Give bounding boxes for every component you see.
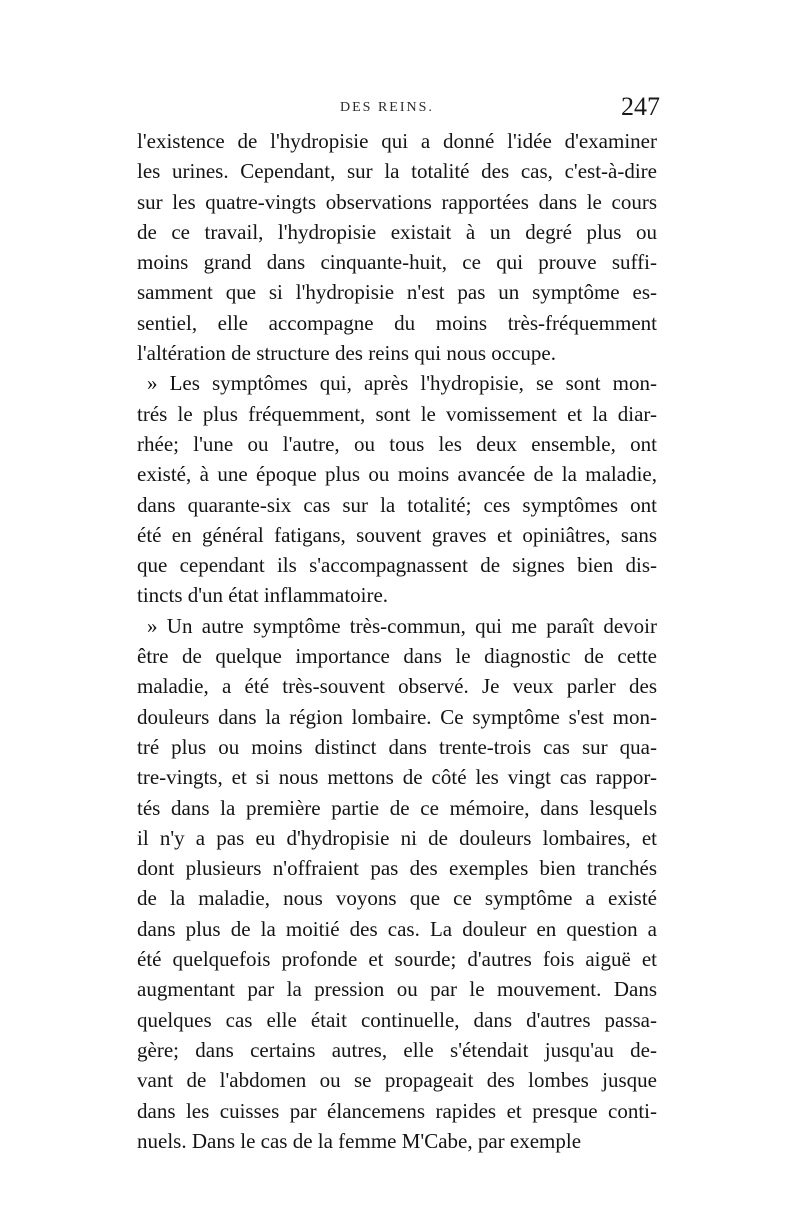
- text-line: sentiel, elle accompagne du moins très-fréquemment: [137, 310, 657, 335]
- text-line: » Un autre symptôme très-commun, qui me paraît devoir: [147, 613, 657, 638]
- text-line: dans plus de la moitié des cas. La douleur en question a: [137, 916, 657, 941]
- running-title: DES REINS.: [340, 100, 434, 115]
- running-head: [0, 92, 800, 126]
- text-line: rhée; l'une ou l'autre, ou tous les deux ensemble, ont: [137, 431, 657, 456]
- text-line: trés le plus fréquemment, sont le vomissement et la diar-: [137, 401, 657, 426]
- text-line: » Les symptômes qui, après l'hydropisie, se sont mon-: [147, 371, 657, 396]
- text-line: dont plusieurs n'offraient pas des exemples bien tranchés: [137, 856, 657, 881]
- text-line: l'existence de l'hydropisie qui a donné l'idée d'examiner: [137, 129, 657, 153]
- text-line: être de quelque importance dans le diagnostic de cette: [137, 644, 657, 669]
- text-line: augmentant par la pression ou par le mouvement. Dans: [137, 977, 657, 1002]
- text-line: les urines. Cependant, sur la totalité des cas, c'est-à-dire: [137, 159, 657, 184]
- text-line: il n'y a pas eu d'hydropisie ni de douleurs lombaires, et: [137, 825, 657, 850]
- text-line: tés dans la première partie de ce mémoire, dans lesquels: [137, 795, 657, 820]
- text-line: tré plus ou moins distinct dans trente-trois cas sur qua-: [137, 734, 657, 759]
- text-line: tre-vingts, et si nous mettons de côté les vingt cas rappor-: [137, 765, 657, 790]
- text-line: gère; dans certains autres, elle s'étendait jusqu'au de-: [137, 1037, 657, 1062]
- text-line: tincts d'un état inflammatoire.: [137, 583, 389, 608]
- text-line: moins grand dans cinquante-huit, ce qui prouve suffi-: [137, 250, 657, 275]
- text-line: dans les cuisses par élancemens rapides et presque conti-: [137, 1098, 657, 1123]
- text-line: de ce travail, l'hydropisie existait à un degré plus ou: [137, 219, 657, 244]
- text-line: vant de l'abdomen ou se propageait des lombes jusque: [137, 1068, 657, 1093]
- text-line: été en général fatigans, souvent graves et opiniâtres, sans: [137, 522, 657, 547]
- text-line: douleurs dans la région lombaire. Ce symptôme s'est mon-: [137, 704, 657, 729]
- text-line: que cependant ils s'accompagnassent de signes bien dis-: [137, 553, 657, 578]
- text-line: sur les quatre-vingts observations rapportées dans le cours: [137, 189, 657, 214]
- text-line: l'altération de structure des reins qui nous occupe.: [137, 341, 556, 366]
- text-line: été quelquefois profonde et sourde; d'autres fois aiguë et: [137, 947, 657, 972]
- page-number: 247: [621, 92, 660, 121]
- text-line: quelques cas elle était continuelle, dans d'autres passa-: [137, 1007, 657, 1032]
- text-line: dans quarante-six cas sur la totalité; ces symptômes ont: [137, 492, 657, 517]
- text-line: nuels. Dans le cas de la femme M'Cabe, par exemple: [137, 1128, 582, 1153]
- text-line: existé, à une époque plus ou moins avancée de la maladie,: [137, 462, 657, 487]
- text-line: samment que si l'hydropisie n'est pas un symptôme es-: [137, 280, 657, 305]
- body-text: [137, 126, 657, 1156]
- text-line: maladie, a été très-souvent observé. Je veux parler des: [137, 674, 657, 699]
- text-line: de la maladie, nous voyons que ce symptôme a existé: [137, 886, 657, 911]
